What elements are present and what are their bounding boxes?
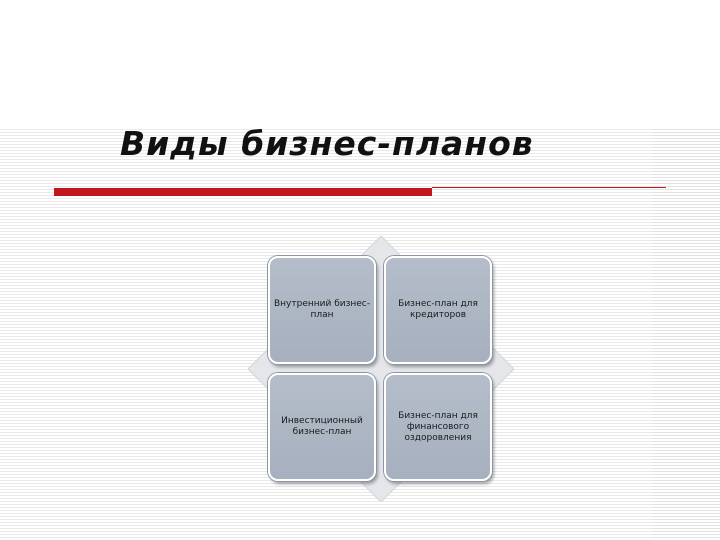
diagram-tile-creditors xyxy=(384,256,492,364)
title-underline-thin xyxy=(432,187,666,188)
slide-title: Виды бизнес-планов xyxy=(120,124,534,163)
tile-label: Инвестиционный бизнес-план xyxy=(281,416,363,437)
tile-label: Бизнес-план для кредиторов xyxy=(398,299,478,320)
diagram-tile-recovery xyxy=(384,373,492,481)
striped-background-right xyxy=(652,127,720,540)
diagram-tile-investment xyxy=(268,373,376,481)
diagram-tile-internal xyxy=(268,256,376,364)
title-underline-thick xyxy=(54,188,432,196)
tile-label: Внутренний бизнес-план xyxy=(274,299,371,320)
tile-label: Бизнес-план для финансового оздоровления xyxy=(398,410,478,443)
